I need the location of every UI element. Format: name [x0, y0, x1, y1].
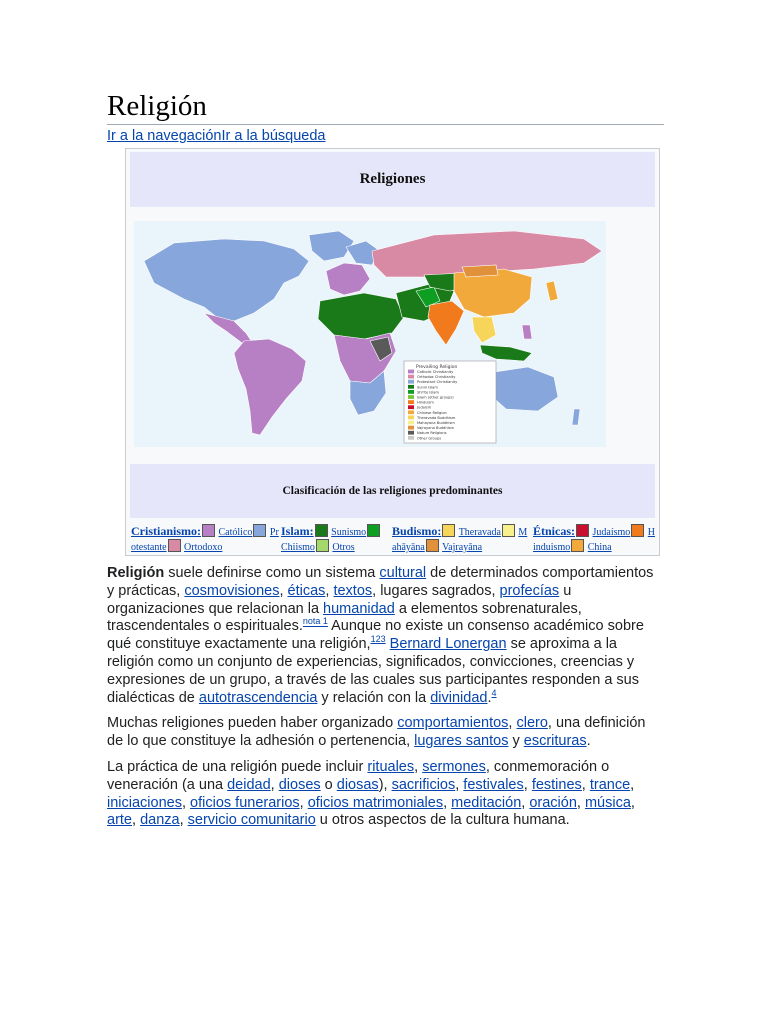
text-run: ,	[181, 794, 191, 811]
article-link[interactable]: dioses	[278, 776, 321, 793]
article-link[interactable]: profecías	[499, 582, 560, 599]
article-link[interactable]: textos	[333, 582, 373, 599]
map-legend-swatch	[408, 410, 414, 414]
map-region-philippines	[522, 325, 532, 339]
legend-cristianismo	[131, 524, 279, 554]
text-run: ,	[508, 715, 517, 732]
judaismo-link[interactable]: Judaísmo	[592, 527, 631, 538]
text-run: ,	[455, 776, 464, 793]
vajrayana-link[interactable]: Vajrayāna	[442, 542, 483, 553]
text-run: ,	[630, 776, 635, 793]
article-link[interactable]: autotrascendencia	[198, 689, 318, 706]
text-run: se aproxima a la religión como un conjunto de experiencias, significados, convicciones, creencias y expresiones de un grupo, a través de las cuales sus participantes responden a sus dialécticas de	[107, 636, 639, 706]
swatch-protestante	[253, 524, 266, 537]
chiismo-link[interactable]: Chiismo	[281, 542, 315, 553]
article-link[interactable]: meditación	[451, 794, 522, 811]
map-legend-label: Orthodox Christianity	[417, 375, 456, 380]
protestante-link-part2[interactable]: otestante	[131, 542, 167, 553]
otros-link[interactable]: Otros	[332, 542, 355, 553]
legend-budismo-link[interactable]: Budismo:	[392, 524, 442, 538]
text-run: ,	[279, 582, 288, 599]
swatch-hinduismo	[631, 524, 644, 537]
map-legend-label: Shi'ite Islam	[417, 390, 439, 395]
map-legend-swatch	[408, 390, 414, 394]
swatch-judaismo	[576, 524, 589, 537]
text-run: Muchas religiones pueden haber organizado	[107, 715, 398, 732]
article-link[interactable]: trance	[589, 776, 631, 793]
paragraph-practice	[107, 759, 662, 830]
article-link[interactable]: rituales	[367, 758, 415, 775]
text-run: Aunque no existe un consenso académico sobre qué constituye exactamente una religión,	[107, 618, 644, 653]
article-link[interactable]: arte	[107, 812, 132, 829]
article-link[interactable]: lugares santos	[414, 733, 509, 750]
text-run: ,	[521, 794, 530, 811]
text-run: ,	[325, 582, 334, 599]
article-link[interactable]: humanidad	[323, 600, 395, 617]
map-legend-swatch	[408, 405, 414, 409]
text-run: , una definición de lo que constituye la adhesión o pertenencia,	[107, 715, 646, 750]
legend-etnicas	[533, 524, 657, 554]
map-legend-swatch	[408, 380, 414, 384]
map-region-north-africa	[318, 293, 404, 339]
world-religions-map[interactable]	[134, 221, 606, 447]
paragraph-definition	[107, 565, 662, 707]
religion-legend	[131, 524, 656, 554]
article-link[interactable]: comportamientos	[397, 715, 509, 732]
article-link[interactable]: Bernard Lonergan	[389, 636, 507, 653]
swatch-vajrayana	[426, 539, 439, 552]
article-link[interactable]: cosmovisiones	[184, 582, 280, 599]
map-region-mongolia	[462, 265, 498, 277]
map-legend-swatch	[408, 416, 414, 420]
text-run: ,	[179, 812, 188, 829]
text-run: de determinados comportamientos y prácticas,	[107, 565, 654, 599]
paragraph-organization	[107, 715, 662, 751]
article-body	[107, 565, 662, 838]
text-run: ),	[378, 776, 392, 793]
text-run: y	[508, 733, 524, 750]
map-legend-label: Sunni Islam	[417, 385, 438, 390]
text-run: o	[320, 776, 337, 793]
map-legend-label: Mahayana Buddhism	[417, 421, 455, 425]
article-link[interactable]: festivales	[463, 776, 524, 793]
bold-term: Religión	[107, 565, 165, 581]
map-legend-swatch	[408, 395, 414, 399]
hinduismo-link-part1[interactable]: H	[647, 527, 656, 538]
article-link[interactable]: clero	[516, 715, 548, 732]
text-run: ,	[132, 812, 141, 829]
article-link[interactable]: oficios funerarios	[190, 794, 300, 811]
swatch-theravada	[442, 524, 455, 537]
text-run: , conmemoración o veneración (a una	[107, 758, 610, 793]
text-run: ,	[630, 794, 635, 811]
map-legend-swatch	[408, 436, 414, 440]
jump-to-search-link[interactable]: Ir a la búsqueda	[221, 128, 326, 144]
legend-islam-link[interactable]: Islam:	[281, 524, 314, 538]
article-link[interactable]: deidad	[227, 776, 271, 793]
reference-link[interactable]: nota 1	[302, 616, 328, 627]
article-link[interactable]: servicio comunitario	[187, 812, 316, 829]
infobox-header: Religiones	[130, 152, 655, 207]
ortodoxo-link[interactable]: Ortodoxo	[184, 542, 223, 553]
jump-to-navigation-link[interactable]: Ir a la navegación	[107, 128, 222, 144]
article-link[interactable]: música	[584, 794, 631, 811]
swatch-ortodoxo	[168, 539, 181, 552]
map-legend-label: Hinduism	[417, 400, 434, 405]
article-link[interactable]: divinidad	[430, 689, 488, 706]
swatch-china	[571, 539, 584, 552]
legend-cristianismo-link[interactable]: Cristianismo:	[131, 524, 201, 538]
text-run: a elementos sobrenaturales, trascendentales o espirituales.	[107, 600, 582, 635]
map-legend-label: Judaism	[417, 405, 432, 410]
text-run: .	[586, 733, 591, 750]
catolico-link[interactable]: Católico	[218, 527, 253, 538]
map-legend-swatch	[408, 385, 414, 389]
article-link[interactable]: escrituras	[523, 733, 587, 750]
text-run: ,	[581, 776, 590, 793]
text-run: ,	[270, 776, 279, 793]
map-legend-swatch	[408, 400, 414, 404]
map-legend-swatch	[408, 370, 414, 374]
text-run: La práctica de una religión puede incluir	[107, 758, 368, 775]
text-run: ,	[443, 794, 452, 811]
text-run: u otros aspectos de la cultura humana.	[315, 812, 570, 829]
map-legend-swatch	[408, 431, 414, 435]
page-title: Religión	[107, 88, 664, 125]
text-run: , lugares sagrados,	[372, 582, 500, 599]
legend-islam	[281, 524, 389, 554]
infobox	[125, 148, 660, 556]
map-legend-label: Theravada Buddhism	[417, 415, 456, 420]
article-link[interactable]: iniciaciones	[107, 794, 182, 811]
sunismo-link[interactable]: Sunismo	[331, 527, 367, 538]
swatch-mahayana	[502, 524, 515, 537]
text-run: u organizaciones que relacionan la	[107, 582, 572, 617]
swatch-chiismo	[367, 524, 380, 537]
legend-budismo	[392, 524, 532, 554]
reference-sup	[303, 617, 328, 627]
article-link[interactable]: éticas	[287, 582, 326, 599]
text-run: ,	[523, 776, 532, 793]
map-legend-swatch	[408, 375, 414, 379]
text-run: .	[487, 689, 492, 706]
map-legend-label: Protestant Christianity	[417, 380, 458, 385]
mahayana-link-part1[interactable]: M	[518, 527, 528, 538]
mahayana-link-part2[interactable]: ahāyāna	[392, 542, 425, 553]
legend-etnicas-link[interactable]: Étnicas:	[533, 524, 575, 538]
map-legend-label: Islam (other groups)	[417, 395, 454, 400]
reference-link[interactable]: 1​2​3	[370, 634, 386, 645]
article-link[interactable]: oficios matrimoniales	[307, 794, 444, 811]
map-legend-label: Nature Religions	[417, 431, 447, 436]
map-legend-swatch	[408, 426, 414, 430]
article-link[interactable]: danza	[140, 812, 180, 829]
map-legend-swatch	[408, 421, 414, 425]
swatch-otros	[316, 539, 329, 552]
article-link[interactable]: diosas	[336, 776, 379, 793]
theravada-link[interactable]: Theravada	[458, 527, 501, 538]
map-legend-label: Vajrayana Buddhism	[417, 426, 454, 431]
article-link[interactable]: sacrificios	[391, 776, 456, 793]
article-link[interactable]: oración	[529, 794, 577, 811]
infobox-caption: Clasificación de las religiones predominantes	[130, 464, 655, 518]
text-run: suele definirse como un sistema	[164, 565, 380, 581]
article-link[interactable]: sermones	[422, 758, 486, 775]
article-link[interactable]: festines	[531, 776, 582, 793]
text-run: ,	[576, 794, 585, 811]
map-legend-label: Other Groups	[417, 436, 442, 441]
swatch-catolico	[202, 524, 215, 537]
article-link[interactable]: cultural	[379, 565, 427, 581]
map-legend-title: Prevailing Religion	[416, 365, 458, 370]
text-run: ,	[414, 758, 423, 775]
map-legend-label: Catholic Christianity	[417, 370, 454, 374]
jump-links	[107, 127, 325, 145]
china-link[interactable]: China	[587, 542, 612, 553]
reference-sup	[371, 634, 386, 644]
text-run: ,	[299, 794, 308, 811]
reference-sup	[492, 688, 497, 698]
map-legend-label: Chinese Religion	[417, 410, 447, 415]
protestante-link-part1[interactable]: Pr	[269, 527, 279, 538]
hinduismo-link-part2[interactable]: induismo	[533, 542, 571, 553]
map-legend	[404, 361, 496, 443]
swatch-sunismo	[315, 524, 328, 537]
text-run: y relación con la	[317, 689, 431, 706]
reference-link[interactable]: 4	[491, 687, 497, 698]
world-map-image	[134, 221, 606, 447]
